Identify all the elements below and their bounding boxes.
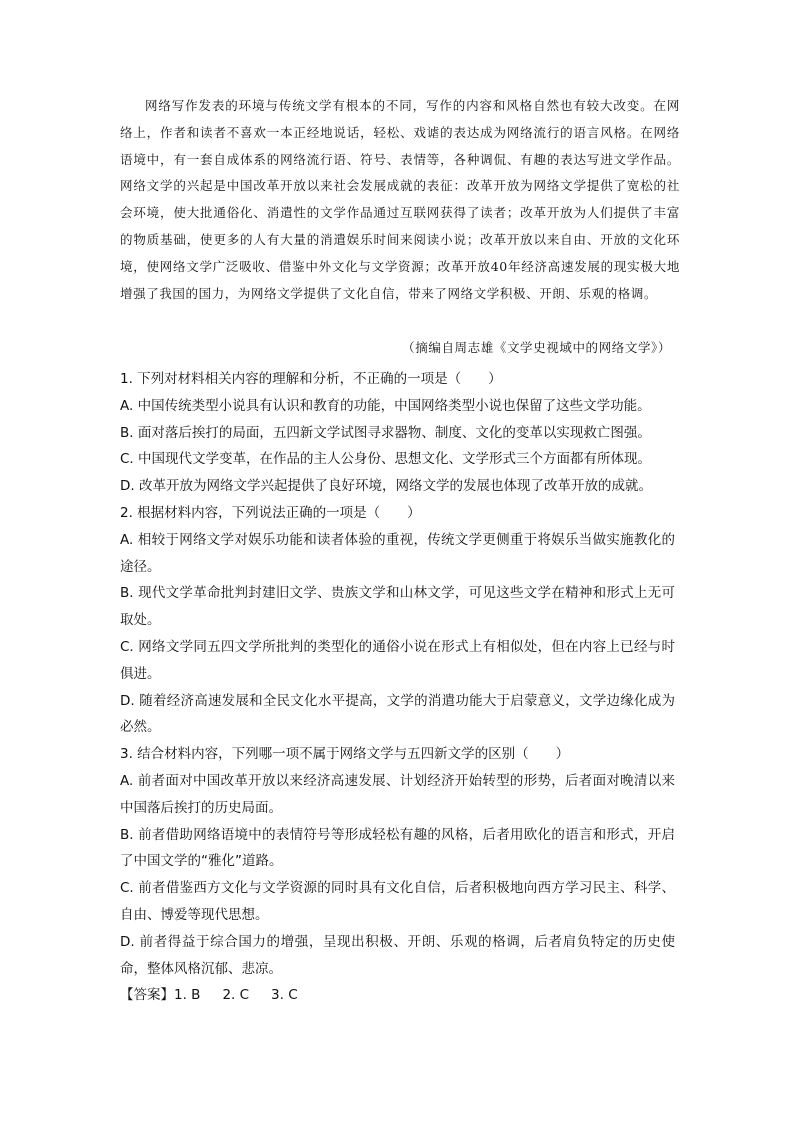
answer-item: 1. B <box>174 987 201 1004</box>
question-2-option-c: C. 网络文学同五四文学所批判的类型化的通俗小说在形式上有相似处，但在内容上已经与时俱进。 <box>120 638 675 682</box>
question-3-option-b: B. 前者借助网络语境中的表情符号等形成轻松有趣的风格，后者用欧化的语言和形式，开启了中国文学的“雅化”道路。 <box>120 826 675 870</box>
question-3-option-c: C. 前者借鉴西方文化与文学资源的同时具有文化自信，后者积极地向西方学习民主、科学、自由、博爱等现代思想。 <box>120 880 675 923</box>
question-1-option-c: C. 中国现代文学变革，在作品的主人公身份、思想文化、文学形式三个方面都有所体现。 <box>120 451 652 468</box>
answer-item: 3. C <box>271 987 298 1004</box>
question-3-option-a: A. 前者面对中国改革开放以来经济高速发展、计划经济开始转型的形势，后者面对晚清以来中国落后挨打的历史局面。 <box>120 772 675 816</box>
question-2-option-b: B. 现代文学革命批判封建旧文学、贵族文学和山林文学，可见这些文学在精神和形式上无可取处。 <box>120 585 675 629</box>
reading-passage: 网络写作发表的环境与传统文学有根本的不同，写作的内容和风格自然也有较大改变。在网络上，作者和读者不喜欢一本正经地说话，轻松、戏谑的表达成为网络流行的语言风格。在网络语境中，有一套自成体系的网络流行语、符号、表情等，各种调侃、有趣的表达写进文学作品。网络文学的兴起是中国改革开放以来社会发展成就的表征：改革开放为网络文学提供了宽松的社会环境，使大批通俗化、消遣性的文学作品通过互联网获得了读者；改革开放为人们提供了丰富的物质基础，使更多的人有大量的消遣娱乐时间来阅读小说；改革开放以来自由、开放的文化环境，使网络文学广泛吸收、借鉴中外文化与文学资源；改革开放40年经济高速发展的现实极大地增强了我国的国力，为网络文学提供了文化自信，带来了网络文学积极、开朗、乐观的格调。 <box>120 98 680 301</box>
answer-label: 【答案】 <box>120 987 174 1004</box>
answer-item: 2. C <box>222 987 250 1004</box>
question-2-stem: 2. 根据材料内容，下列说法正确的一项是（ ） <box>120 504 421 521</box>
question-3-stem: 3. 结合材料内容，下列哪一项不属于网络文学与五四新文学的区别（ ） <box>120 746 570 763</box>
question-3-option-d: D. 前者得益于综合国力的增强，呈现出积极、开朗、乐观的格调，后者肩负特定的历史使命，整体风格沉郁、悲凉。 <box>120 933 675 977</box>
question-2-option-a: A. 相较于网络文学对娱乐功能和读者体验的重视，传统文学更侧重于将娱乐当做实施教化的途径。 <box>120 531 675 575</box>
question-1-stem: 1. 下列对材料相关内容的理解和分析，不正确的一项是（ ） <box>120 371 502 387</box>
answer-line <box>120 982 675 1009</box>
question-list <box>120 366 675 1009</box>
question-1-option-a: A. 中国传统类型小说具有认识和教育的功能，中国网络类型小说也保留了这些文学功能。 <box>120 397 651 414</box>
question-1-option-d: D. 改革开放为网络文学兴起提供了良好环境，网络文学的发展也体现了改革开放的成就。 <box>120 478 652 495</box>
question-2-option-d: D. 随着经济高速发展和全民文化水平提高，文学的消遣功能大于启蒙意义，文学边缘化成为必然。 <box>120 692 675 736</box>
question-1-option-b: B. 面对落后挨打的局面，五四新文学试图寻求器物、制度、文化的变革以实现救亡图强。 <box>120 424 651 441</box>
passage-source: （摘编自周志雄《文学史视域中的网络文学》） <box>402 340 671 355</box>
